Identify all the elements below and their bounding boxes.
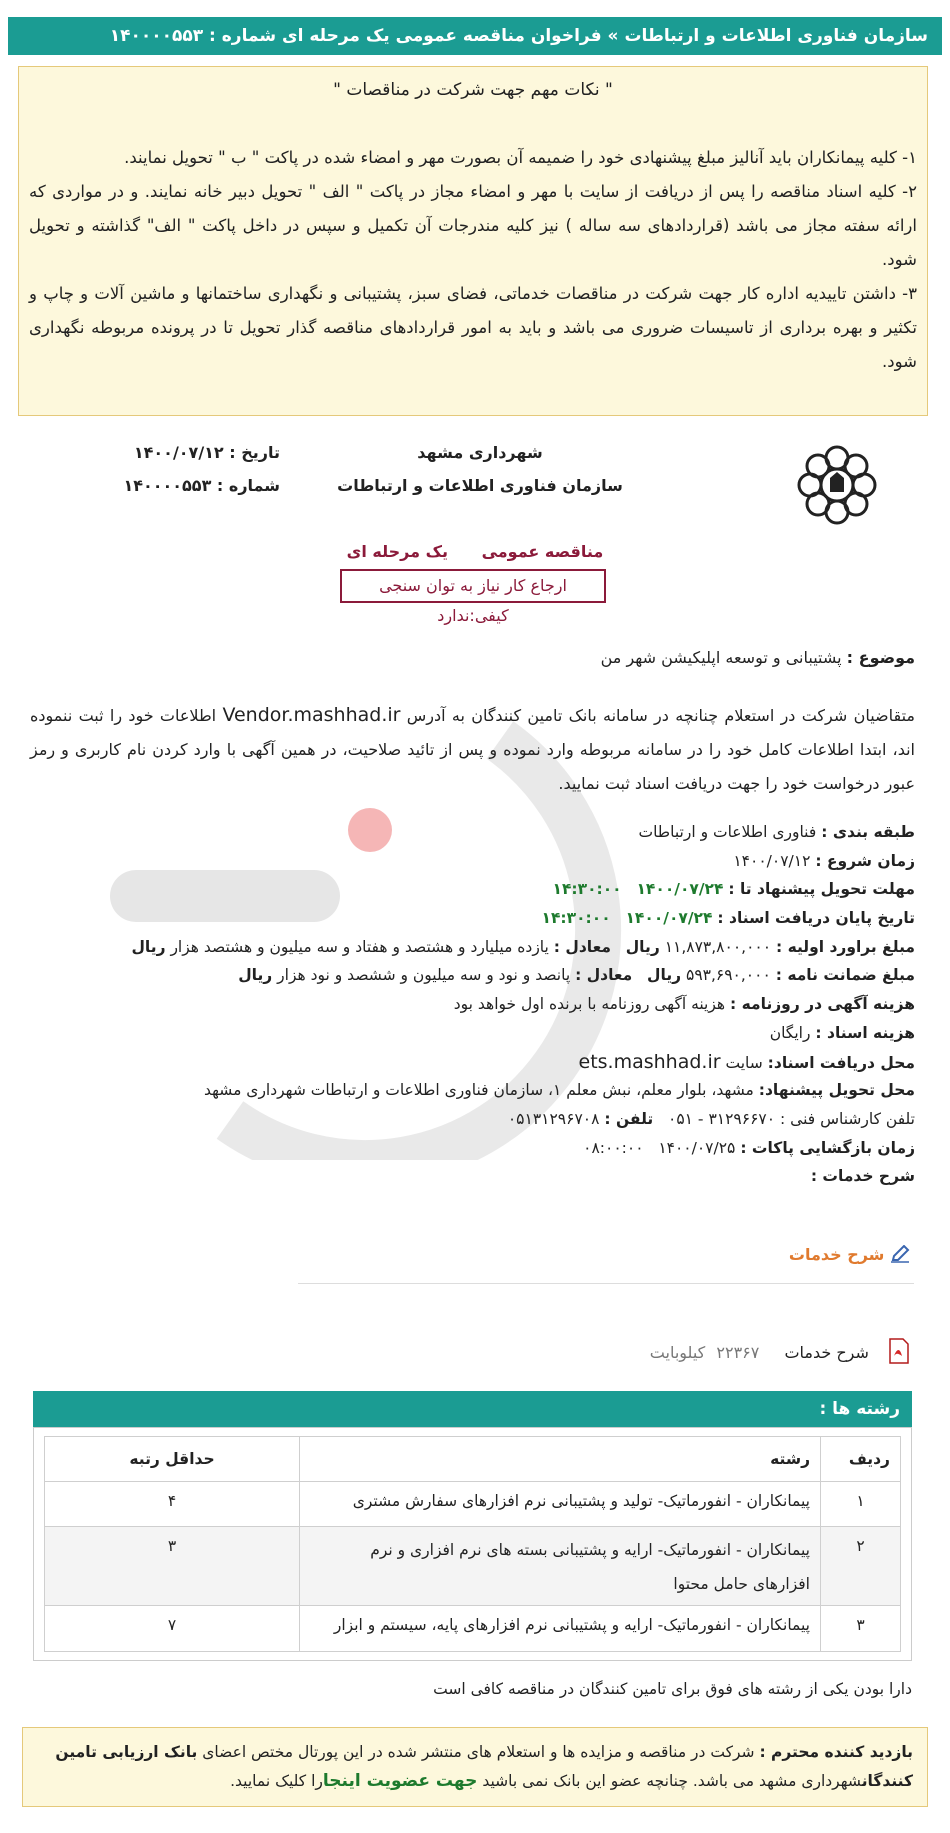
visitor-text-1: شرکت در مناقصه و مزایده ها و استعلام های منتشر شده در این پورتال مختص اعضای xyxy=(202,1743,755,1761)
estimate-words-unit: ریال xyxy=(131,937,166,956)
visitor-text-2: شهرداری مشهد می باشد. چنانچه عضو این بانک نمی باشید xyxy=(482,1772,862,1790)
note-item: ۲- کلیه اسناد مناقصه را پس از دریافت از سایت با مهر و امضاء مجاز در پاکت " الف " تحویل دبیر خانه نمایند. و در مواردی که ارائه سفته مجاز می باشد (قراردادهای سه ساله ) نیز کلیه مندرجات آن تکمیل و سپس در داخل پاکت " الف" گذاشته و تحویل شود. xyxy=(29,182,917,269)
edit-pencil-icon xyxy=(890,1245,910,1263)
opening-label: زمان بازگشایی پاکات : xyxy=(740,1138,915,1157)
detail-deliver xyxy=(30,1076,915,1105)
file-size: ۲۲۳۶۷ xyxy=(716,1343,760,1362)
services-description-link[interactable] xyxy=(789,1245,910,1264)
detail-receive xyxy=(30,1048,915,1077)
vendor-url: Vendor.mashhad.ir xyxy=(222,704,401,726)
subject-value: پشتیبانی و توسعه اپلیکیشن شهر من xyxy=(600,648,842,667)
estimate-label: مبلغ براورد اولیه : xyxy=(775,937,915,956)
receive-url: ets.mashhad.ir xyxy=(578,1050,721,1073)
row-field: پیمانکاران - انفورماتیک- تولید و پشتیبانی نرم افزارهای سفارش مشتری xyxy=(300,1482,821,1527)
phone-label: تلفن : xyxy=(604,1109,654,1128)
row-number: ۲ xyxy=(821,1527,901,1606)
file-name: شرح خدمات xyxy=(784,1343,869,1362)
tender-type xyxy=(0,542,950,561)
phone-value: ۰۵۱۳۱۲۹۶۷۰۸ xyxy=(507,1109,600,1128)
membership-link[interactable]: جهت عضویت اینجا xyxy=(322,1771,478,1791)
detail-services xyxy=(30,1162,915,1191)
table-row xyxy=(45,1482,901,1527)
expert-phone-value: ۳۱۲۹۶۶۷۰ - ۰۵۱ xyxy=(668,1109,776,1128)
guarantee-label: مبلغ ضمانت نامه : xyxy=(775,966,915,985)
estimate-value: ۱۱,۸۷۳,۸۰۰,۰۰۰ xyxy=(664,937,772,956)
detail-estimate xyxy=(30,933,915,962)
services-link-label: شرح خدمات xyxy=(788,1245,885,1264)
expert-phone-label: تلفن کارشناس فنی : xyxy=(780,1109,915,1128)
receive-value: سایت xyxy=(725,1053,763,1072)
page-header-bar xyxy=(8,17,942,55)
intro-text-2: اطلاعات خود را ثبت ننموده اند، ابتدا اطلاعات کامل خود را در سامانه مربوطه وارد نموده و پس از تائید صلاحیت، در همین آگهی با وارد کردن نام کاربری و رمز عبور درخواست خود را جهت دریافت اسناد ثبت نمایید. xyxy=(30,706,915,793)
intro-text-1: متقاضیان شرکت در استعلام چنانچه در سامانه بانک تامین کنندگان به آدرس xyxy=(406,706,915,725)
category-label: طبقه بندی : xyxy=(821,823,915,841)
detail-opening xyxy=(30,1134,915,1163)
docs-end-label: تاریخ پایان دریافت اسناد : xyxy=(717,909,915,928)
deadline-label: مهلت تحویل پیشنهاد تا : xyxy=(728,880,915,899)
fields-table-container xyxy=(33,1427,912,1661)
letter-number xyxy=(40,476,280,495)
doc-cost-value: رایگان xyxy=(769,1023,811,1042)
detail-phones xyxy=(30,1105,915,1134)
org-line-2: سازمان فناوری اطلاعات و ارتباطات xyxy=(337,476,623,495)
detail-doc-cost xyxy=(30,1019,915,1048)
detail-start xyxy=(30,847,915,876)
row-field: پیمانکاران - انفورماتیک- ارایه و پشتیبانی بسته های نرم افزاری و نرم افزارهای حامل محتوا xyxy=(300,1527,821,1606)
guarantee-words: پانصد و نود و سه میلیون و ششصد و نود هزار xyxy=(277,966,571,985)
col-rank-header: حداقل رتبه xyxy=(45,1437,300,1482)
detail-ad-cost xyxy=(30,990,915,1019)
detail-deadline xyxy=(30,875,915,904)
row-field: پیمانکاران - انفورماتیک- ارایه و پشتیبانی نرم افزارهای پایه، سیستم و ابزار xyxy=(300,1606,821,1652)
visitor-notice xyxy=(22,1727,928,1807)
col-field-header: رشته xyxy=(300,1437,821,1482)
row-rank: ۳ xyxy=(45,1527,300,1606)
ad-cost-value: هزینه آگهی روزنامه با برنده اول خواهد بود xyxy=(453,995,726,1014)
receive-label: محل دریافت اسناد: xyxy=(767,1053,915,1072)
org-line-1: شهرداری مشهد xyxy=(417,443,543,462)
number-value: ۱۴۰۰۰۰۵۵۳ xyxy=(123,476,212,495)
guarantee-value: ۵۹۳,۶۹۰,۰۰۰ xyxy=(686,966,771,985)
category-value: فناوری اطلاعات و ارتباطات xyxy=(638,823,817,841)
estimate-words: یازده میلیارد و هشتصد و هفتاد و سه میلیون و هشتصد هزار xyxy=(170,937,549,956)
tender-type-1: مناقصه عمومی xyxy=(481,542,604,561)
note-item: ۳- داشتن تاییدیه اداره کار جهت شرکت در مناقصات خدماتی، فضای سبز، پشتیبانی و نگهداری ساختمانها و ماشین آلات و چاپ و تکثیر و بهره برداری از تاسیسات ضروری می باشد و باید به امور قراردادهای مناقصه گذار تحویل تا در پرونده مربوطه نگهداری شود. xyxy=(29,284,917,371)
estimate-unit: ریال xyxy=(625,937,660,956)
visitor-text-3: را کلیک نمایید. xyxy=(230,1772,323,1790)
page-title: سازمان فناوری اطلاعات و ارتباطات » فراخوان مناقصه عمومی یک مرحله ای شماره : ۱۴۰۰۰۰۵۵۳ xyxy=(109,26,928,46)
col-row-header: ردیف xyxy=(821,1437,901,1482)
important-notes-box xyxy=(18,66,928,416)
notes-title: " نکات مهم جهت شرکت در مناقصات " xyxy=(333,80,613,100)
table-row xyxy=(45,1527,901,1606)
deliver-value: مشهد، بلوار معلم، نبش معلم ۱، سازمان فناوری اطلاعات و ارتباطات شهرداری مشهد xyxy=(203,1081,754,1100)
docs-end-date: ۱۴۰۰/۰۷/۲۴ xyxy=(625,909,713,928)
docs-end-time: ۱۴:۳۰:۰۰ xyxy=(541,909,611,928)
start-label: زمان شروع : xyxy=(815,851,915,870)
number-label: شماره : xyxy=(216,476,280,495)
deliver-label: محل تحویل پیشنهاد: xyxy=(758,1081,915,1100)
table-row xyxy=(45,1606,901,1652)
note-item: ۱- کلیه پیمانکاران باید آنالیز مبلغ پیشنهادی خود را ضمیمه آن بصورت مهر و امضاء شده در پاکت " ب " تحویل نمایند. xyxy=(124,148,917,167)
start-value: ۱۴۰۰/۰۷/۱۲ xyxy=(733,851,811,870)
pdf-file-icon xyxy=(888,1338,910,1364)
fields-table xyxy=(44,1436,901,1652)
file-size-unit: کیلوبایت xyxy=(649,1343,706,1362)
detail-guarantee xyxy=(30,961,915,990)
tender-type-2: یک مرحله ای xyxy=(346,542,448,561)
fields-footnote: دارا بودن یکی از رشته های فوق برای تامین کنندگان در مناقصه کافی است xyxy=(433,1680,912,1698)
intro-paragraph xyxy=(30,698,915,801)
subject xyxy=(601,648,915,667)
municipality-logo-icon xyxy=(790,438,884,532)
visitor-label: بازدید کننده محترم : xyxy=(759,1743,913,1761)
guarantee-unit: ریال xyxy=(647,966,682,985)
detail-category xyxy=(30,818,915,847)
doc-cost-label: هزینه اسناد : xyxy=(815,1023,915,1042)
detail-docs-end xyxy=(30,904,915,933)
letter-date xyxy=(40,443,280,462)
row-number: ۱ xyxy=(821,1482,901,1527)
attachment-file[interactable] xyxy=(650,1338,910,1364)
deadline-time: ۱۴:۳۰:۰۰ xyxy=(552,880,622,899)
fields-heading: رشته ها : xyxy=(33,1391,912,1427)
date-label: تاریخ : xyxy=(229,443,280,462)
estimate-eq-label: معادل : xyxy=(553,937,611,956)
visitor-bank: بانک ارزیابی تامین کنندگان xyxy=(55,1743,913,1790)
opening-time: ۰۸:۰۰:۰۰ xyxy=(583,1138,644,1157)
tender-details xyxy=(30,818,915,1191)
guarantee-eq-label: معادل : xyxy=(575,966,633,985)
guarantee-words-unit: ریال xyxy=(238,966,273,985)
services-label: شرح خدمات : xyxy=(810,1167,915,1186)
ad-cost-label: هزینه آگهی در روزنامه : xyxy=(730,995,915,1014)
row-rank: ۴ xyxy=(45,1482,300,1527)
row-rank: ۷ xyxy=(45,1606,300,1652)
subject-label: موضوع : xyxy=(846,648,915,667)
table-header-row xyxy=(45,1437,901,1482)
quality-assessment-box: ارجاع کار نیاز به توان سنجی کیفی:ندارد xyxy=(340,569,606,603)
row-number: ۳ xyxy=(821,1606,901,1652)
opening-date: ۱۴۰۰/۰۷/۲۵ xyxy=(658,1138,736,1157)
date-value: ۱۴۰۰/۰۷/۱۲ xyxy=(133,443,224,462)
deadline-date: ۱۴۰۰/۰۷/۲۴ xyxy=(636,880,724,899)
divider xyxy=(298,1283,914,1284)
